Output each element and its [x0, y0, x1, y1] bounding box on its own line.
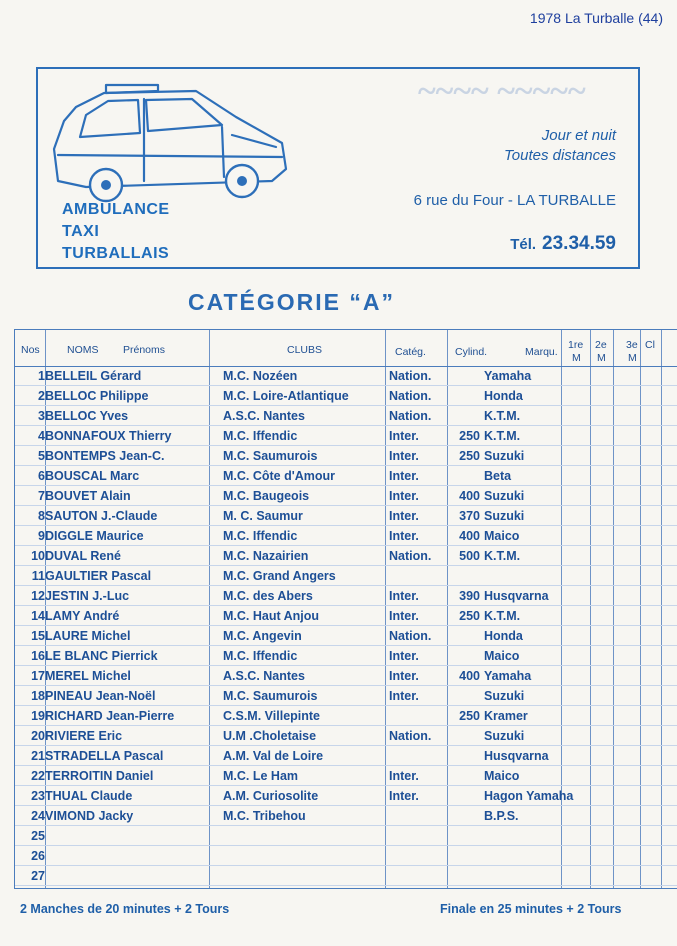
table-row [15, 846, 677, 866]
header-manche-3: 3e [626, 339, 638, 351]
entry-list-table [14, 329, 677, 889]
row-number: 21 [31, 749, 45, 763]
row-number: 10 [31, 549, 45, 563]
row-number: 5 [38, 449, 45, 463]
motorcycle-make: Husqvarna [484, 749, 549, 763]
club-name: M.C. Saumurois [223, 689, 318, 703]
header-manche-2-m: M [597, 352, 606, 364]
row-number: 18 [31, 689, 45, 703]
ambulance-car-illustration [46, 77, 296, 205]
rider-name: LAMY André [45, 609, 120, 623]
rider-name: RICHARD Jean-Pierre [45, 709, 175, 723]
header-categ: Catég. [395, 346, 426, 358]
licence-category: Inter. [389, 589, 419, 603]
licence-category: Inter. [389, 509, 419, 523]
engine-capacity: 370 [459, 509, 480, 523]
club-name: M.C. Haut Anjou [223, 609, 320, 623]
table-row [15, 386, 677, 406]
row-number: 19 [31, 709, 45, 723]
row-number: 3 [38, 409, 45, 423]
ad-address: 6 rue du Four - LA TURBALLE [413, 192, 616, 209]
header-manche-1-m: M [572, 352, 581, 364]
table-row [15, 566, 677, 586]
motorcycle-make: Maico [484, 769, 520, 783]
table-row [15, 446, 677, 466]
footer-heats-info: 2 Manches de 20 minutes + 2 Tours [20, 902, 230, 916]
licence-category: Inter. [389, 789, 419, 803]
club-name: C.S.M. Villepinte [223, 709, 321, 723]
header-classement: Cl [645, 339, 655, 351]
engine-capacity: 250 [459, 449, 480, 463]
rider-name: PINEAU Jean-Noël [45, 689, 156, 703]
ad-phone [510, 233, 616, 255]
motorcycle-make: Suzuki [484, 449, 525, 463]
rider-name: THUAL Claude [45, 789, 133, 803]
row-number: 15 [31, 629, 45, 643]
header-manche-2: 2e [595, 339, 607, 351]
category-title: CATÉGORIE “A” [188, 289, 396, 315]
row-number: 14 [31, 609, 45, 623]
engine-capacity: 400 [459, 529, 480, 543]
motorcycle-make: Hagon Yamaha [484, 789, 574, 803]
ambulance-advertisement [36, 67, 640, 269]
header-marque: Marqu. [525, 346, 558, 358]
table-row [15, 406, 677, 426]
ad-slogan [504, 126, 616, 166]
licence-category: Inter. [389, 529, 419, 543]
table-row [15, 506, 677, 526]
licence-category: Nation. [389, 729, 432, 743]
rider-name: JESTIN J.-Luc [45, 589, 130, 603]
motorcycle-make: Suzuki [484, 729, 525, 743]
table-row [15, 606, 677, 626]
row-number: 1 [38, 369, 45, 383]
licence-category: Nation. [389, 549, 432, 563]
ad-slogan-line-2: Toutes distances [503, 147, 616, 164]
header-manche-3-m: M [628, 352, 637, 364]
rider-name: TERROITIN Daniel [45, 769, 154, 783]
row-number: 27 [31, 869, 45, 883]
licence-category: Inter. [389, 649, 419, 663]
engine-capacity: 250 [459, 609, 480, 623]
motorcycle-make: Honda [484, 389, 523, 403]
rider-name: DUVAL René [45, 549, 121, 563]
table-row [15, 366, 677, 386]
rider-name: BELLOC Yves [45, 409, 129, 423]
licence-category: Inter. [389, 609, 419, 623]
rider-name: BONTEMPS Jean-C. [45, 449, 165, 463]
motorcycle-make: Suzuki [484, 689, 525, 703]
ad-name-line-3: TURBALLAIS [62, 245, 170, 262]
page-caption: 1978 La Turballe (44) [529, 10, 663, 26]
row-number: 23 [31, 789, 45, 803]
table-row [15, 426, 677, 446]
table-header [15, 330, 677, 367]
table-row [15, 806, 677, 826]
licence-category: Nation. [389, 409, 432, 423]
club-name: M.C. Iffendic [223, 529, 298, 543]
rider-name: MEREL Michel [45, 669, 131, 683]
rider-name: VIMOND Jacky [45, 809, 134, 823]
table-row [15, 466, 677, 486]
licence-category: Inter. [389, 689, 419, 703]
row-rule [15, 885, 677, 886]
club-name: M.C. Saumurois [223, 449, 318, 463]
motorcycle-make: Maico [484, 529, 520, 543]
club-name: M.C. Iffendic [223, 429, 298, 443]
ad-phone-number: 23.34.59 [542, 233, 616, 254]
row-number: 25 [31, 829, 45, 843]
motorcycle-make: Maico [484, 649, 520, 663]
licence-category: Inter. [389, 469, 419, 483]
row-number: 22 [31, 769, 45, 783]
engine-capacity: 250 [459, 709, 480, 723]
club-name: M.C. Côte d'Amour [223, 469, 335, 483]
motorcycle-make: Beta [484, 469, 512, 483]
table-row [15, 826, 677, 846]
motorcycle-make: Yamaha [484, 369, 532, 383]
rider-name: GAULTIER Pascal [45, 569, 152, 583]
row-number: 8 [38, 509, 45, 523]
ad-name-line-1: AMBULANCE [62, 201, 170, 218]
header-noms: NOMS [67, 344, 99, 356]
rider-name: LE BLANC Pierrick [45, 649, 158, 663]
licence-category: Nation. [389, 389, 432, 403]
header-cylind: Cylind. [455, 346, 488, 358]
club-name: M.C. des Abers [223, 589, 313, 603]
row-number: 20 [31, 729, 45, 743]
table-row [15, 666, 677, 686]
row-number: 16 [31, 649, 45, 663]
engine-capacity: 500 [459, 549, 480, 563]
licence-category: Nation. [389, 629, 432, 643]
club-name: A.M. Curiosolite [223, 789, 319, 803]
ad-phone-prefix: Tél. [510, 236, 537, 253]
table-row [15, 766, 677, 786]
table-row [15, 586, 677, 606]
header-nos: Nos [21, 344, 40, 356]
table-row [15, 526, 677, 546]
motorcycle-make: Suzuki [484, 489, 525, 503]
rider-name: BOUSCAL Marc [45, 469, 140, 483]
header-manche-1: 1re [568, 339, 584, 351]
header-clubs: CLUBS [287, 344, 323, 356]
engine-capacity: 400 [459, 489, 480, 503]
club-name: M.C. Iffendic [223, 649, 298, 663]
row-number: 4 [38, 429, 45, 443]
licence-category: Inter. [389, 769, 419, 783]
table-row [15, 486, 677, 506]
table-row [15, 726, 677, 746]
header-prenoms: Prénoms [123, 344, 166, 356]
table-row [15, 686, 677, 706]
row-number: 17 [31, 669, 45, 683]
table-row [15, 866, 677, 886]
footer-final-info: Finale en 25 minutes + 2 Tours [440, 902, 622, 916]
club-name: M.C. Angevin [223, 629, 302, 643]
rider-name: RIVIERE Eric [45, 729, 123, 743]
rider-name: BONNAFOUX Thierry [45, 429, 172, 443]
motorcycle-make: Kramer [484, 709, 528, 723]
rider-name: BELLOC Philippe [45, 389, 149, 403]
motorcycle-make: B.P.S. [484, 809, 519, 823]
row-number: 12 [31, 589, 45, 603]
table-row [15, 786, 677, 806]
club-name: U.M .Choletaise [223, 729, 317, 743]
table-row [15, 706, 677, 726]
ad-name-line-2: TAXI [62, 223, 100, 240]
club-name: A.S.C. Nantes [223, 669, 305, 683]
licence-category: Inter. [389, 449, 419, 463]
motorcycle-make: K.T.M. [484, 549, 521, 563]
motorcycle-make: Yamaha [484, 669, 532, 683]
row-number: 11 [31, 569, 45, 583]
club-name: A.S.C. Nantes [223, 409, 305, 423]
row-number: 6 [38, 469, 45, 483]
club-name: M.C. Nazairien [223, 549, 309, 563]
club-name: M.C. Nozéen [223, 369, 298, 383]
motorcycle-make: Suzuki [484, 509, 525, 523]
row-number: 24 [31, 809, 45, 823]
table-row [15, 746, 677, 766]
club-name: M.C. Grand Angers [223, 569, 336, 583]
licence-category: Inter. [389, 669, 419, 683]
club-name: M. C. Saumur [223, 509, 303, 523]
rider-name: BELLEIL Gérard [45, 369, 142, 383]
motorcycle-make: Honda [484, 629, 523, 643]
table-row [15, 646, 677, 666]
licence-category: Inter. [389, 429, 419, 443]
rider-name: SAUTON J.-Claude [45, 509, 158, 523]
rider-name: STRADELLA Pascal [45, 749, 164, 763]
background-ghost-text: ~~~~ ~~~~~ [418, 73, 586, 110]
row-number: 2 [38, 389, 45, 403]
engine-capacity: 400 [459, 669, 480, 683]
row-number: 9 [38, 529, 45, 543]
engine-capacity: 250 [459, 429, 480, 443]
motorcycle-make: K.T.M. [484, 609, 521, 623]
rider-name: BOUVET Alain [45, 489, 131, 503]
club-name: M.C. Loire-Atlantique [223, 389, 349, 403]
motorcycle-make: K.T.M. [484, 409, 521, 423]
rider-name: DIGGLE Maurice [45, 529, 144, 543]
table-row [15, 546, 677, 566]
motorcycle-make: Husqvarna [484, 589, 549, 603]
engine-capacity: 390 [459, 589, 480, 603]
licence-category: Inter. [389, 489, 419, 503]
motorcycle-make: K.T.M. [484, 429, 521, 443]
club-name: M.C. Le Ham [223, 769, 299, 783]
club-name: M.C. Tribehou [223, 809, 306, 823]
table-row [15, 626, 677, 646]
ad-slogan-line-1: Jour et nuit [541, 127, 616, 144]
row-number: 7 [38, 489, 45, 503]
club-name: M.C. Baugeois [223, 489, 310, 503]
licence-category: Nation. [389, 369, 432, 383]
club-name: A.M. Val de Loire [223, 749, 324, 763]
rider-name: LAURE Michel [45, 629, 131, 643]
row-number: 26 [31, 849, 45, 863]
